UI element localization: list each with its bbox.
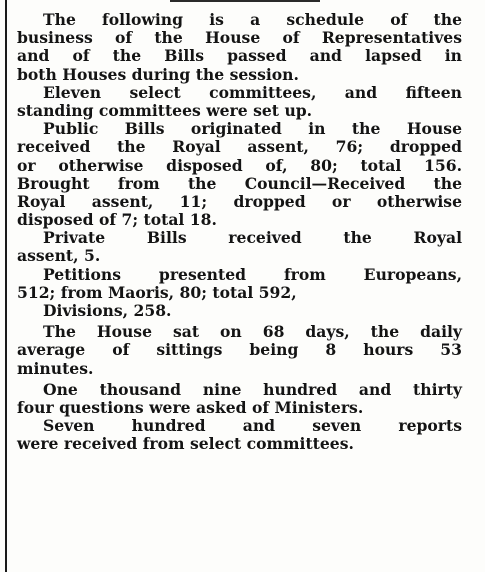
text-line: Seven hundred and seven reports — [43, 416, 462, 436]
paragraph-private-bills — [17, 229, 462, 265]
text-line: average of sittings being 8 hours 53 — [17, 340, 462, 360]
article-column — [17, 11, 462, 454]
text-line: Petitions presented from Europeans, — [43, 264, 462, 284]
text-line: Eleven select committees, and fifteen — [43, 82, 462, 102]
text-line: The House sat on 68 days, the daily — [43, 322, 462, 342]
paragraph-sittings — [17, 323, 462, 378]
text-line: Brought from the Council—Received the — [17, 173, 462, 193]
text-line: The following is a schedule of the — [43, 10, 462, 29]
text-line: four questions were asked of Ministers. — [17, 397, 364, 417]
text-line: Private Bills received the Royal — [43, 228, 462, 248]
paragraph-divisions — [17, 302, 462, 320]
text-line: Royal assent, 11; dropped or otherwise — [17, 191, 462, 211]
text-line: minutes. — [17, 358, 94, 378]
column-rule — [5, 0, 7, 572]
text-line: One thousand nine hundred and thirty — [43, 379, 462, 399]
paragraph-reports — [17, 417, 462, 453]
text-line: business of the House of Representatives — [17, 28, 462, 48]
text-line: and of the Bills passed and lapsed in — [17, 46, 462, 66]
text-line: standing committees were set up. — [17, 100, 313, 120]
paragraph-public-bills — [17, 120, 462, 229]
text-line: were received from select committees. — [17, 434, 354, 454]
text-line: both Houses during the session. — [17, 64, 299, 84]
paragraph-schedule-intro — [17, 11, 462, 84]
paragraph-questions — [17, 381, 462, 417]
text-line: or otherwise disposed of, 80; total 156. — [17, 155, 462, 175]
text-line: assent, 5. — [17, 246, 101, 266]
paragraph-committees — [17, 84, 462, 120]
text-line: Divisions, 258. — [43, 301, 172, 320]
paragraph-petitions — [17, 266, 462, 302]
text-line: 512; from Maoris, 80; total 592, — [17, 282, 297, 302]
text-line: disposed of 7; total 18. — [17, 210, 217, 230]
header-rule — [170, 0, 320, 2]
text-line: Public Bills originated in the House — [43, 119, 462, 139]
text-line: received the Royal assent, 76; dropped — [17, 137, 462, 157]
